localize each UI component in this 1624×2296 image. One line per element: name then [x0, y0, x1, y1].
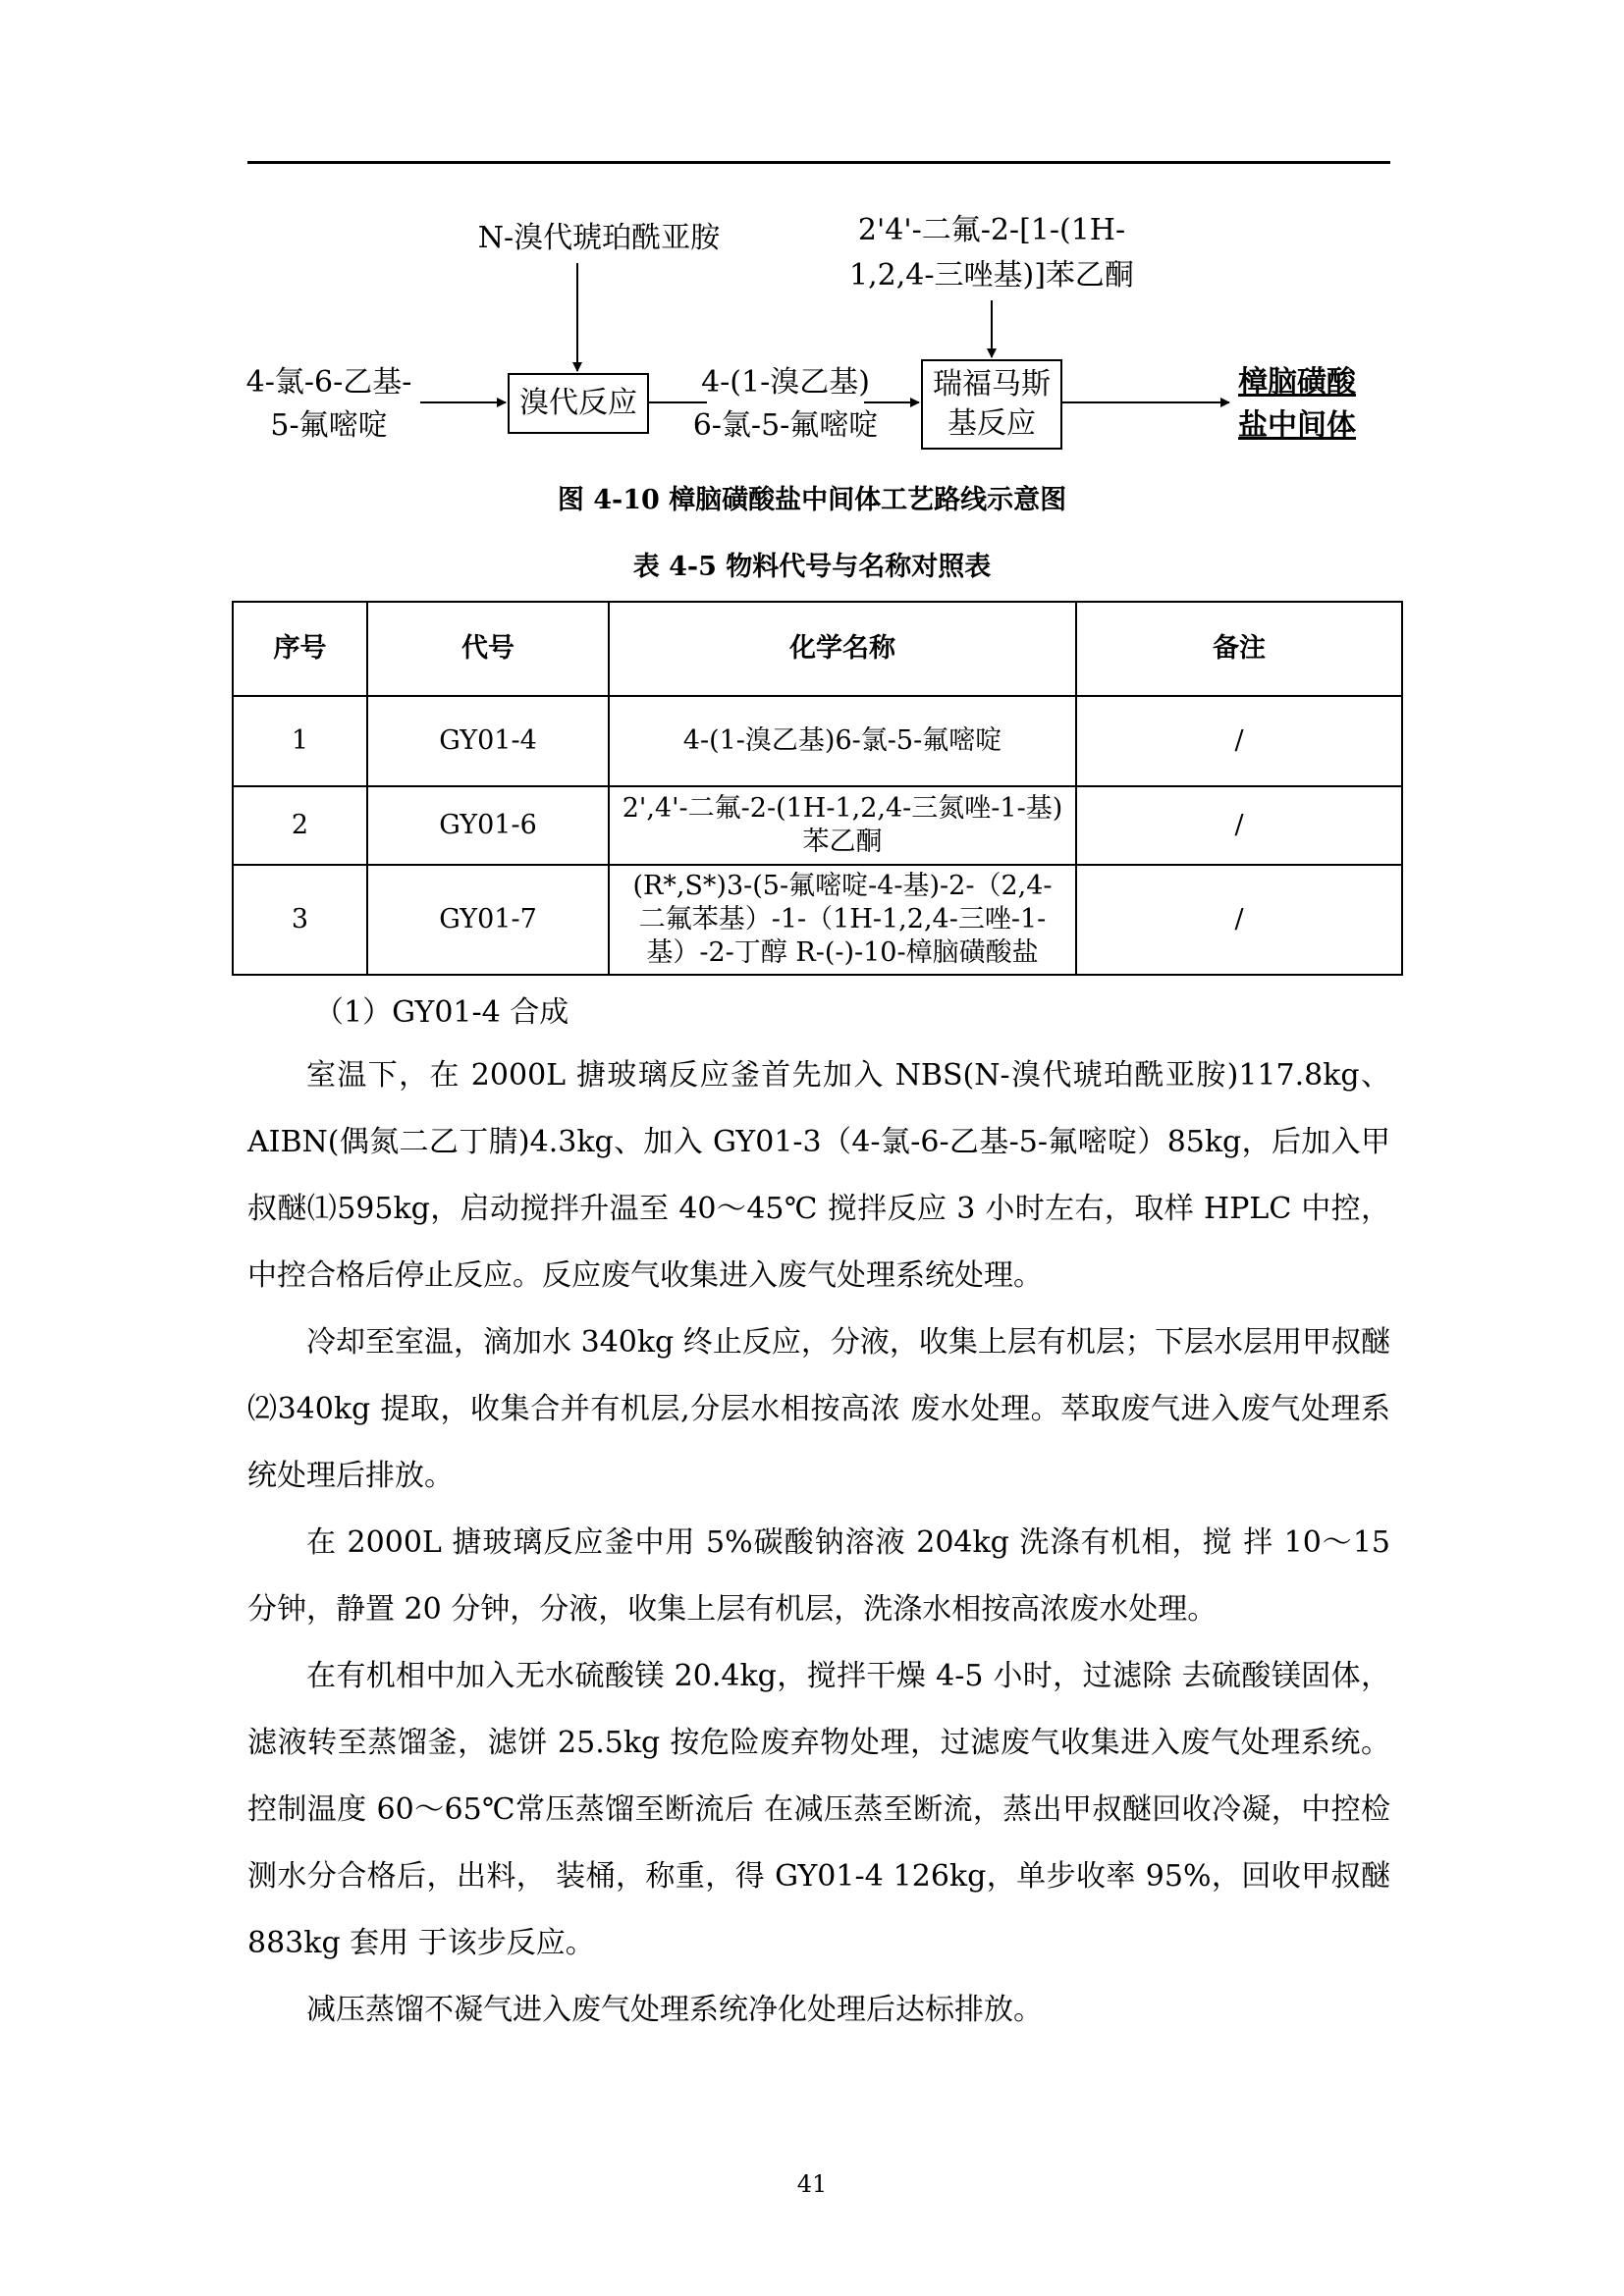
reagent-ketone-line1: 2'4'-二氟-2-[1-(1H- — [857, 213, 1126, 247]
reformatsky-step-box — [921, 359, 1062, 450]
table-row — [233, 786, 1402, 865]
cell-chemical-name — [609, 786, 1076, 865]
header-no: 序号 — [233, 602, 367, 696]
paragraph: 室温下，在 2000L 搪玻璃反应釜首先加入 NBS(N-溴代琥珀酰亚胺)117.8kg、AIBN(偶氮二乙丁腈)4.3kg、加入 GY01-3（4-氯-6-乙基-5-氟嘧啶）85kg，后加入甲叔醚⑴595kg，启动搅拌升温至 40～45℃ 搅拌反应 3 小时左右，取样 HPLC 中控，中控合格后停止反应。反应废气收集进入废气处理系统处理。 — [247, 1058, 1390, 1293]
paragraph: 在 2000L 搪玻璃反应釜中用 5%碳酸钠溶液 204kg 洗涤有机相，搅 拌 10～15 分钟，静置 20 分钟，分液，收集上层有机层，洗涤水相按高浓废水处理。 — [247, 1525, 1390, 1627]
table-row — [233, 696, 1402, 786]
name-line: 二氟苯基）-1-（1H-1,2,4-三唑-1- — [638, 904, 1047, 934]
paragraph: 冷却至室温，滴加水 340kg 终止反应，分液，收集上层有机层；下层水层用甲叔醚⑵340kg 提取，收集合并有机层,分层水相按高浓 废水处理。萃取废气进入废气处理系统处理后排放。 — [247, 1325, 1390, 1493]
material-code-table — [232, 601, 1403, 976]
header-chemical-name: 化学名称 — [609, 602, 1076, 696]
cell-code: GY01-6 — [367, 786, 609, 865]
cell-code: GY01-4 — [367, 696, 609, 786]
product-label — [1233, 361, 1361, 448]
figure-caption: 图 4-10 樟脑磺酸盐中间体工艺路线示意图 — [557, 485, 1067, 515]
cell-note: / — [1076, 786, 1402, 865]
intermediate-line2: 6-氯-5-氟嘧啶 — [692, 408, 879, 443]
reagent-ketone-line2: 1,2,4-三唑基)]苯乙酮 — [849, 258, 1134, 293]
body-paragraphs — [247, 1042, 1390, 2044]
cell-chemical-name — [609, 696, 1076, 786]
cell-no: 2 — [233, 786, 367, 865]
reformatsky-step-line2: 基反应 — [947, 406, 1036, 441]
reformatsky-step-line1: 瑞福马斯 — [933, 367, 1051, 401]
table-caption: 表 4-5 物料代号与名称对照表 — [632, 552, 992, 582]
starting-material-label — [236, 361, 422, 448]
bromination-step-box — [508, 373, 649, 434]
product-line1: 樟脑磺酸 — [1238, 365, 1356, 400]
table-header-row — [233, 602, 1402, 696]
reagent-nbs-label: N-溴代琥珀酰亚胺 — [477, 221, 721, 255]
name-line: (R*,S*)3-(5-氟嘧啶-4-基)-2-（2,4- — [632, 871, 1053, 901]
starting-material-line2: 5-氟嘧啶 — [270, 408, 388, 443]
cell-code: GY01-7 — [367, 865, 609, 975]
starting-material-line1: 4-氯-6-乙基- — [245, 365, 412, 400]
intermediate-line1: 4-(1-溴乙基) — [701, 365, 870, 400]
page-number: 41 — [796, 2170, 828, 2198]
cell-chemical-name — [609, 865, 1076, 975]
cell-no: 1 — [233, 696, 367, 786]
name-line: 基）-2-丁醇 R-(-)-10-樟脑磺酸盐 — [646, 937, 1039, 968]
header-code: 代号 — [367, 602, 609, 696]
reagent-ketone-label — [844, 208, 1139, 298]
name-line: 2',4'-二氟-2-(1H-1,2,4-三氮唑-1-基) — [622, 793, 1063, 824]
cell-note: / — [1076, 696, 1402, 786]
table-row — [233, 865, 1402, 975]
paragraph: 减压蒸馏不凝气进入废气处理系统净化处理后达标排放。 — [306, 1993, 1043, 2027]
section-heading: （1）GY01-4 合成 — [314, 995, 569, 1030]
paragraph: 在有机相中加入无水硫酸镁 20.4kg，搅拌干燥 4-5 小时，过滤除 去硫酸镁固体，滤液转至蒸馏釜，滤饼 25.5kg 按危险废弃物处理，过滤废气收集进入废气处理系统。控制温度 60～65℃常压蒸馏至断流后 在减压蒸至断流，蒸出甲叔醚回收冷凝，中控检测水分合格后，出料， 装桶，称重，得 GY01-4 126kg，单步收率 95%，回收甲叔醚 883kg 套用 于该步反应。 — [247, 1659, 1390, 1960]
product-line2: 盐中间体 — [1238, 408, 1356, 443]
name-line: 苯乙酮 — [802, 827, 883, 857]
name-line: 4-(1-溴乙基)6-氯-5-氟嘧啶 — [682, 725, 1002, 756]
bromination-step-label: 溴代反应 — [519, 386, 637, 420]
intermediate-label — [687, 361, 884, 448]
cell-no: 3 — [233, 865, 367, 975]
cell-note: / — [1076, 865, 1402, 975]
header-note: 备注 — [1076, 602, 1402, 696]
header-rule — [247, 161, 1390, 164]
